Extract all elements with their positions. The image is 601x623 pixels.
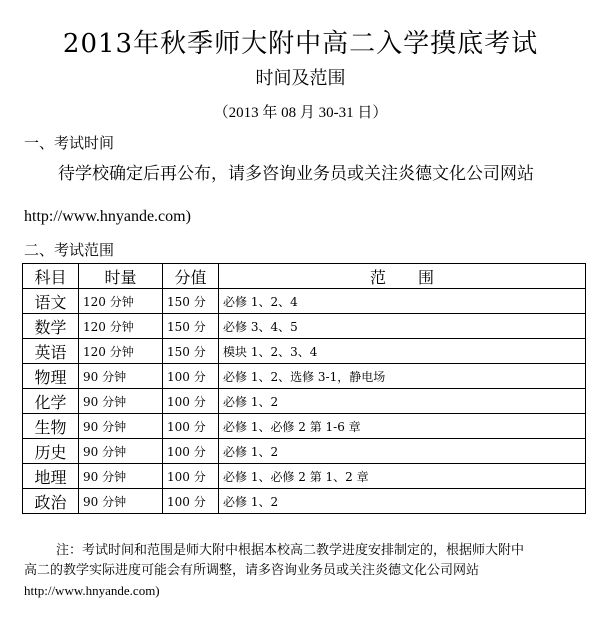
exam-time-url: http://www.hnyande.com) — [24, 208, 191, 225]
subject-cell: 历史 — [23, 439, 79, 464]
subject-cell: 化学 — [23, 389, 79, 414]
hours-cell: 90 分钟 — [79, 489, 163, 514]
footnote-url: http://www.hnyande.com) — [24, 583, 160, 598]
range-cell: 必修 3、4、5 — [219, 314, 586, 339]
score-cell: 150 分 — [163, 289, 219, 314]
score-cell: 100 分 — [163, 414, 219, 439]
score-cell: 100 分 — [163, 464, 219, 489]
column-header-score: 分值 — [163, 264, 219, 289]
footnote — [24, 541, 584, 601]
column-header-hours: 时量 — [79, 264, 163, 289]
column-header-subject: 科目 — [23, 264, 79, 289]
hours-cell: 90 分钟 — [79, 389, 163, 414]
table-row — [23, 389, 586, 414]
hours-cell: 90 分钟 — [79, 464, 163, 489]
exam-time-text: 待学校确定后再公布，请多咨询业务员或关注炎德文化公司网站 — [58, 164, 534, 184]
score-cell: 150 分 — [163, 339, 219, 364]
table-header-row — [23, 264, 586, 289]
score-cell: 100 分 — [163, 439, 219, 464]
footnote-line-1: 注：考试时间和范围是师大附中根据本校高二教学进度安排制定的，根据师大附中 — [56, 543, 525, 558]
document-subtitle: 时间及范围 — [255, 68, 346, 89]
subject-cell: 政治 — [23, 489, 79, 514]
subject-cell: 数学 — [23, 314, 79, 339]
subject-cell: 英语 — [23, 339, 79, 364]
range-cell: 模块 1、2、3、4 — [219, 339, 586, 364]
table-row — [23, 464, 586, 489]
subject-cell: 语文 — [23, 289, 79, 314]
score-cell: 100 分 — [163, 389, 219, 414]
table-row — [23, 489, 586, 514]
table-row — [23, 439, 586, 464]
table-row — [23, 289, 586, 314]
exam-range-table — [22, 263, 586, 514]
range-cell: 必修 1、2 — [219, 489, 586, 514]
table-row — [23, 314, 586, 339]
hours-cell: 90 分钟 — [79, 414, 163, 439]
range-cell: 必修 1、2 — [219, 439, 586, 464]
subject-cell: 地理 — [23, 464, 79, 489]
subject-cell: 物理 — [23, 364, 79, 389]
section-heading-exam-time: 一、考试时间 — [24, 134, 115, 152]
score-cell: 100 分 — [163, 364, 219, 389]
range-cell: 必修 1、2、4 — [219, 289, 586, 314]
table-row — [23, 414, 586, 439]
subject-cell: 生物 — [23, 414, 79, 439]
range-cell: 必修 1、必修 2 第 1、2 章 — [219, 464, 586, 489]
table-row — [23, 339, 586, 364]
score-cell: 100 分 — [163, 489, 219, 514]
footnote-line-2: 高二的教学实际进度可能会有所调整，请多咨询业务员或关注炎德文化公司网站 — [24, 563, 480, 578]
hours-cell: 120 分钟 — [79, 314, 163, 339]
section-heading-exam-range: 二、考试范围 — [24, 241, 115, 259]
table-row — [23, 364, 586, 389]
hours-cell: 120 分钟 — [79, 289, 163, 314]
column-header-range: 范 围 — [219, 264, 586, 289]
hours-cell: 120 分钟 — [79, 339, 163, 364]
range-cell: 必修 1、2 — [219, 389, 586, 414]
score-cell: 150 分 — [163, 314, 219, 339]
exam-date: （2013 年 08 月 30-31 日） — [213, 105, 388, 121]
range-cell: 必修 1、必修 2 第 1-6 章 — [219, 414, 586, 439]
document-title: 2013年秋季师大附中高二入学摸底考试 — [62, 29, 539, 59]
range-cell: 必修 1、2、选修 3-1，静电场 — [219, 364, 586, 389]
hours-cell: 90 分钟 — [79, 364, 163, 389]
hours-cell: 90 分钟 — [79, 439, 163, 464]
